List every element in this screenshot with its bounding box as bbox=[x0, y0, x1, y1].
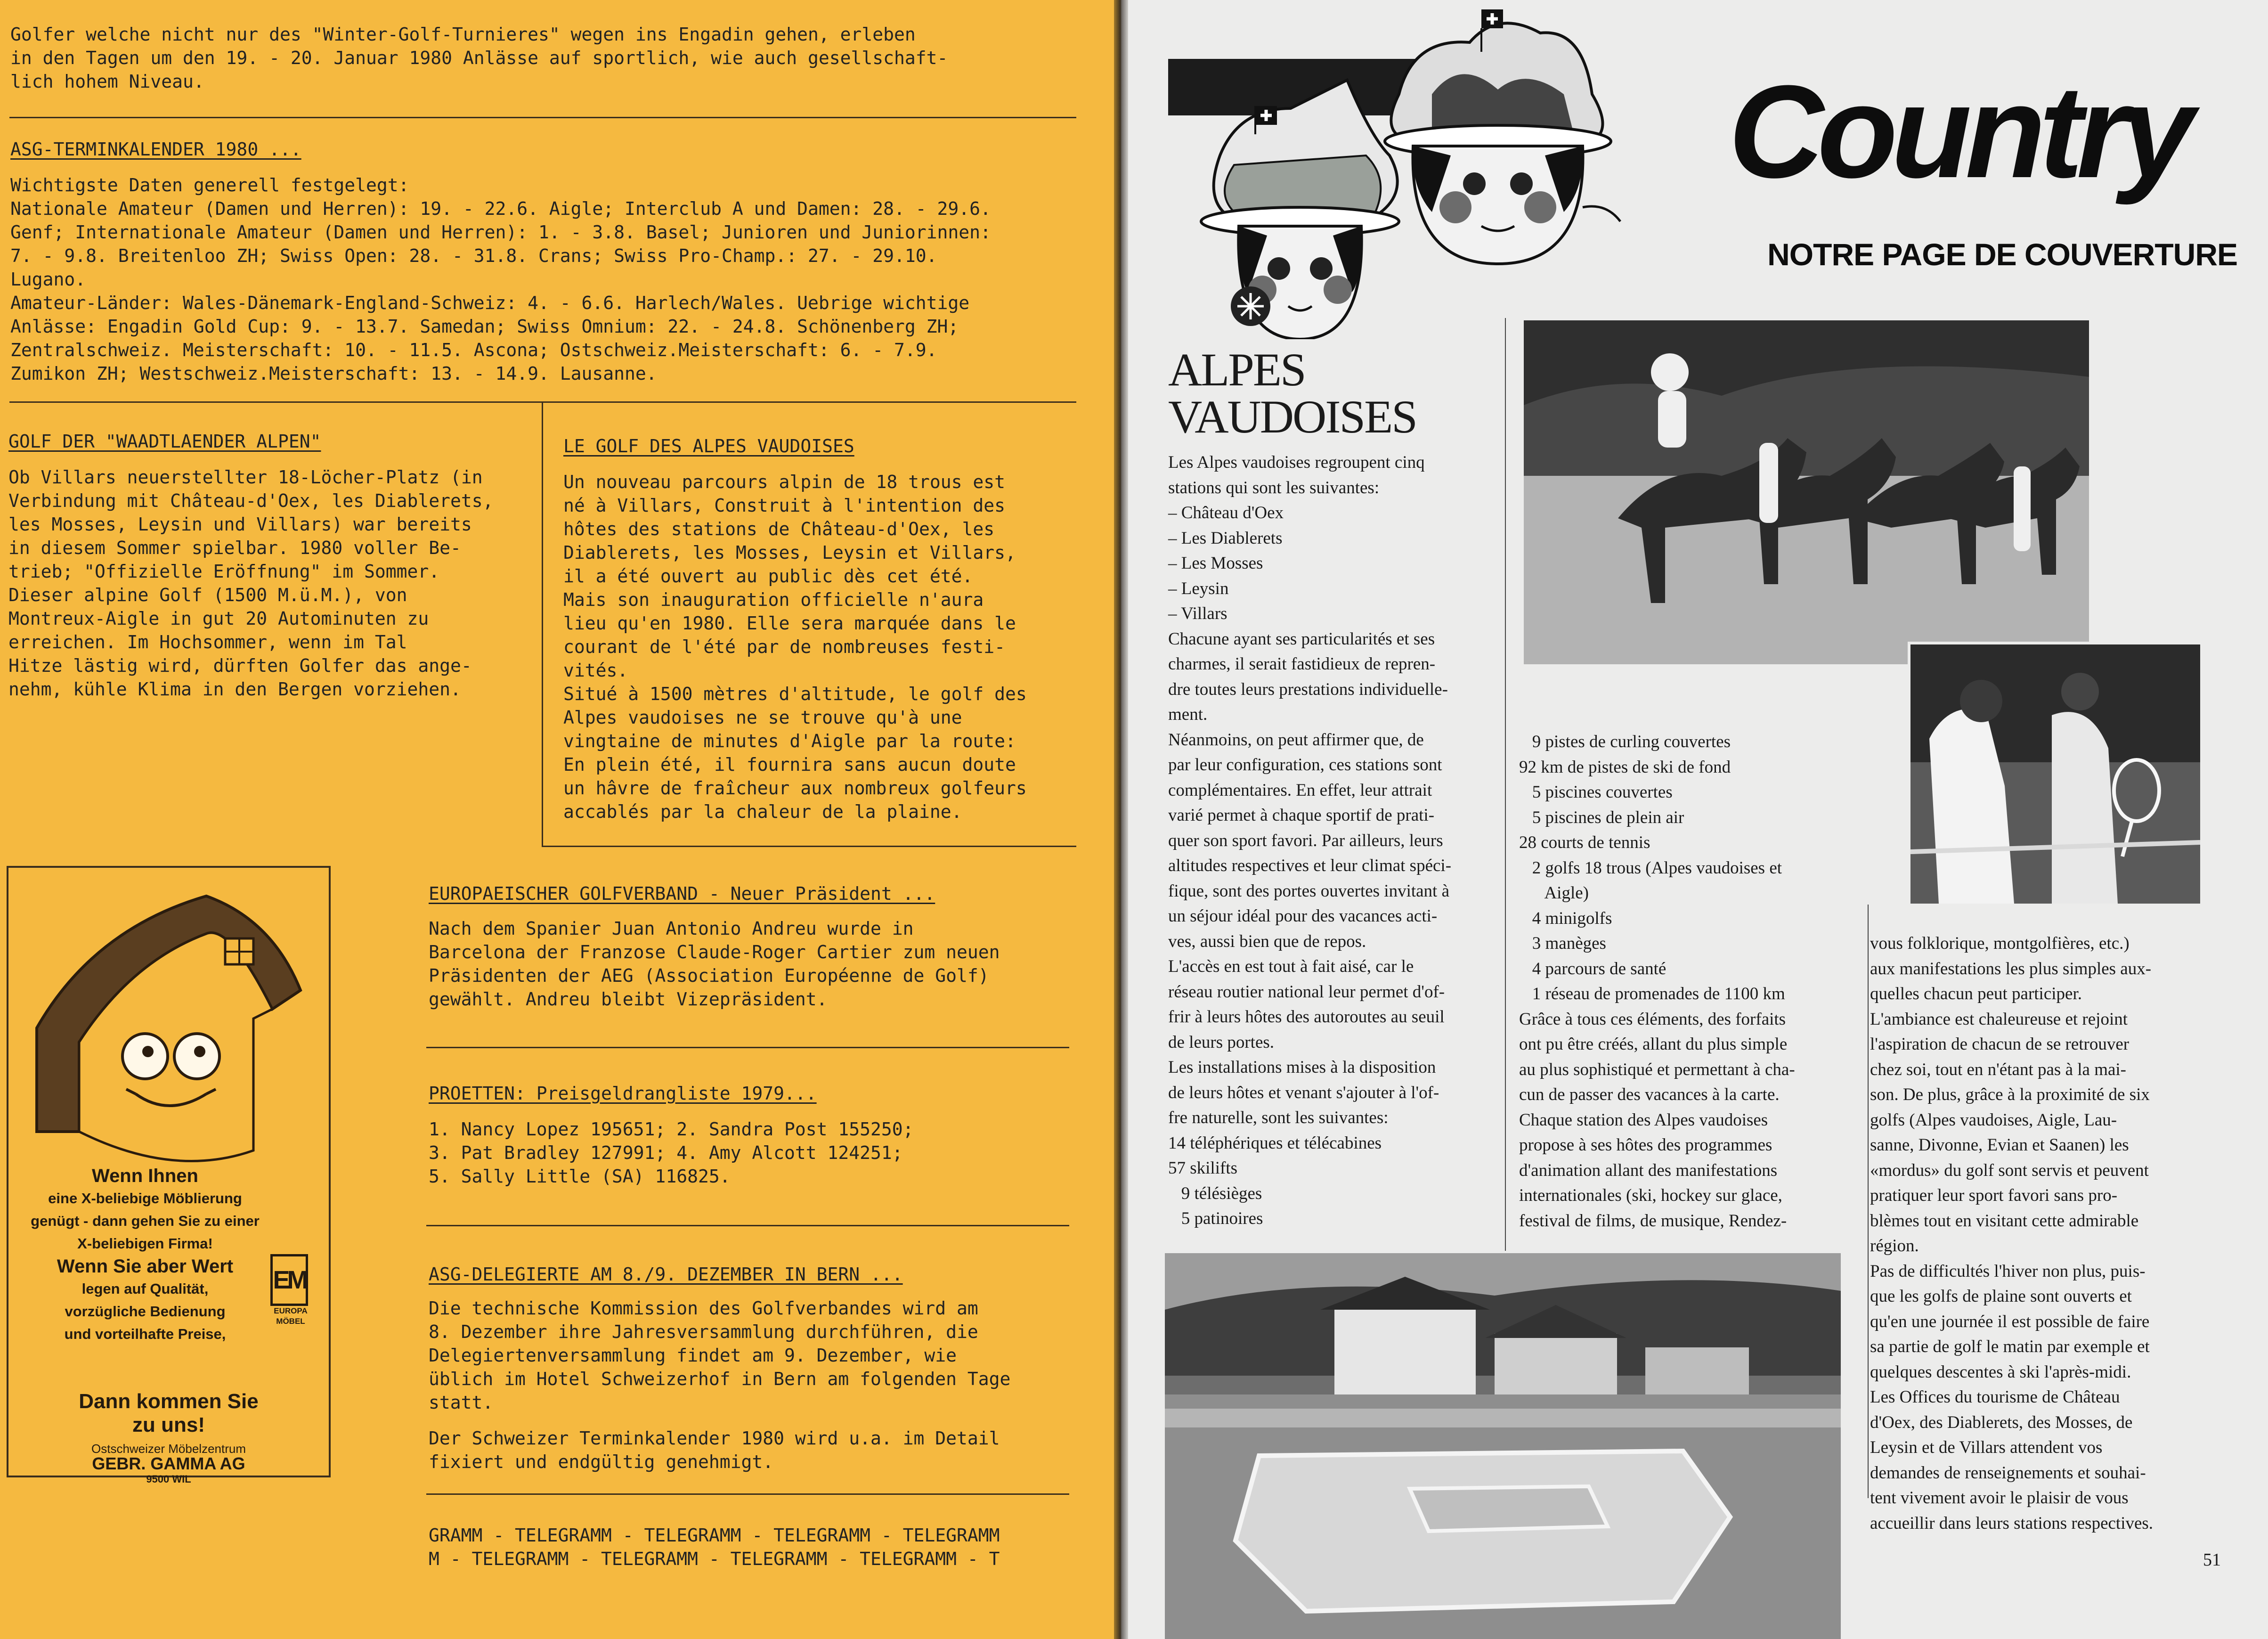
col1-line: Chacune ayant ses particularités et ses bbox=[1168, 629, 1435, 649]
proetten-heading: PROETTEN: Preisgeldrangliste 1979... bbox=[429, 1083, 817, 1104]
col1-line: 5 patinoires bbox=[1168, 1209, 1263, 1228]
article-column-2 bbox=[1519, 729, 1868, 1233]
col3-line: quelles chacun peut participer. bbox=[1870, 984, 2082, 1003]
intro-text bbox=[10, 23, 948, 93]
house-face-illustration bbox=[8, 868, 329, 1198]
col3-line: tent vivement avoir le plaisir de vous bbox=[1870, 1488, 2129, 1508]
cover-subtitle: NOTRE PAGE DE COUVERTURE bbox=[1767, 237, 2237, 272]
europa-line: gewählt. Andreu bleibt Vizepräsident. bbox=[429, 989, 828, 1010]
proetten-line: 5. Sally Little (SA) 116825. bbox=[429, 1166, 731, 1187]
col1-line: – Les Mosses bbox=[1168, 554, 1263, 573]
col3-line: vous folklorique, montgolfières, etc.) bbox=[1870, 934, 2130, 953]
title-line: VAUDOISES bbox=[1168, 391, 1416, 443]
ad-line: Wenn Ihnen bbox=[92, 1166, 198, 1186]
calendar-line: 7. - 9.8. Breitenloo ZH; Swiss Open: 28. - 31.8. Crans; Swiss Pro-Champ.: 27. - 29.10. bbox=[10, 245, 937, 266]
europa-moebel-logo bbox=[270, 1254, 311, 1327]
col1-line: Les installations mises à la disposition bbox=[1168, 1058, 1436, 1077]
europa-text bbox=[429, 917, 1000, 1011]
ad-company: GEBR. GAMMA AG bbox=[92, 1454, 245, 1473]
vaudoises-line: Un nouveau parcours alpin de 18 trous est bbox=[563, 472, 1005, 492]
calendar-line: Zentralschweiz. Meisterschaft: 10. - 11.5. Ascona; Ostschweiz.Meisterschaft: 6. - 7.9. bbox=[10, 340, 937, 360]
ad-line: Wenn Sie aber Wert bbox=[57, 1256, 234, 1277]
calendar-line: Anlässe: Engadin Gold Cup: 9. - 13.7. Samedan; Swiss Omnium: 22. - 24.8. Schönenberg ZH; bbox=[10, 316, 959, 337]
delegierte-line: üblich im Hotel Schweizerhof in Bern am folgenden Tage bbox=[429, 1369, 1011, 1389]
village-pool-photo bbox=[1165, 1253, 1841, 1639]
col1-line: 14 téléphériques et télécabines bbox=[1168, 1133, 1382, 1153]
logo-letters: EM bbox=[270, 1254, 308, 1306]
article-column-3 bbox=[1870, 931, 2221, 1536]
col2-line: 4 minigolfs bbox=[1519, 908, 1612, 928]
col1-line: 9 télésièges bbox=[1168, 1183, 1262, 1203]
col3-line: que les golfs de plaine sont ouverts et bbox=[1870, 1287, 2132, 1306]
vaudoises-line: Situé à 1500 mètres d'altitude, le golf des bbox=[563, 684, 1027, 704]
col2-line: Aigle) bbox=[1519, 883, 1589, 903]
delegierte-heading: ASG-DELEGIERTE AM 8./9. DEZEMBER IN BERN ... bbox=[429, 1264, 903, 1285]
waadt-line: Ob Villars neuerstellter 18-Löcher-Platz (in bbox=[8, 467, 483, 488]
vaudoises-line: vités. bbox=[563, 660, 628, 681]
vaudoises-line: Diablerets, les Mosses, Leysin et Villars, bbox=[563, 542, 1016, 563]
waadt-line: Montreux-Aigle in gut 20 Autominuten zu bbox=[8, 608, 429, 629]
ad-cta bbox=[8, 1390, 329, 1437]
left-page bbox=[0, 0, 1114, 1639]
col1-line: frir à leurs hôtes des autoroutes au seuil bbox=[1168, 1007, 1445, 1027]
vaudoises-line: né à Villars, Construit à l'intention des bbox=[563, 495, 1005, 516]
col2-line: 5 piscines couvertes bbox=[1519, 783, 1673, 802]
vaudoises-heading: LE GOLF DES ALPES VAUDOISES bbox=[563, 436, 854, 457]
europa-line: Nach dem Spanier Juan Antonio Andreu wurde in bbox=[429, 918, 914, 939]
col2-line: 3 manèges bbox=[1519, 934, 1606, 953]
col1-line: – Château d'Oex bbox=[1168, 503, 1284, 522]
telegramm bbox=[429, 1524, 1000, 1571]
divider bbox=[426, 1225, 1069, 1226]
col1-line: ves, aussi bien que de repos. bbox=[1168, 931, 1366, 951]
col3-line: demandes de renseignements et souhai- bbox=[1870, 1463, 2146, 1483]
page-number: 51 bbox=[2203, 1550, 2221, 1570]
delegierte-line: 8. Dezember ihre Jahresversammlung durchführen, die bbox=[429, 1321, 978, 1342]
logo-word: EUROPA bbox=[274, 1306, 308, 1315]
col3-line: blèmes tout en visitant cette admirable bbox=[1870, 1211, 2139, 1231]
col3-line: aux manifestations les plus simples aux- bbox=[1870, 959, 2152, 979]
calendar-text bbox=[10, 173, 991, 385]
col1-line: – Les Diablerets bbox=[1168, 528, 1283, 548]
col2-line: internationales (ski, hockey sur glace, bbox=[1519, 1186, 1782, 1205]
col3-line: sa partie de golf le matin par exemple et bbox=[1870, 1337, 2150, 1356]
col3-line: Les Offices du tourisme de Château bbox=[1870, 1387, 2120, 1407]
furniture-ad bbox=[7, 866, 331, 1485]
col2-line: 2 golfs 18 trous (Alpes vaudoises et bbox=[1519, 858, 1782, 878]
vaudoises-line: il a été ouvert au public dès cet été. bbox=[563, 566, 973, 587]
ad-line: eine X-beliebige Möblierung bbox=[48, 1190, 242, 1207]
article-title bbox=[1168, 343, 1416, 443]
col3-line: son. De plus, grâce à la proximité de six bbox=[1870, 1085, 2150, 1104]
col1-line: Les Alpes vaudoises regroupent cinq bbox=[1168, 453, 1425, 472]
col3-line: quelques descentes à ski l'après-midi. bbox=[1870, 1362, 2131, 1382]
col2-line: ont pu être créés, allant du plus simple bbox=[1519, 1035, 1788, 1054]
waadt-line: nehm, kühle Klima in den Bergen vorziehen. bbox=[8, 679, 461, 700]
waadt-line: trieb; "Offizielle Eröffnung" im Sommer. bbox=[8, 561, 440, 582]
horses-photo bbox=[1524, 320, 2089, 664]
col1-line: charmes, il serait fastidieux de repren- bbox=[1168, 654, 1436, 674]
country-logo: Country bbox=[1728, 58, 2188, 205]
col2-line: 5 piscines de plein air bbox=[1519, 807, 1684, 827]
col1-line: L'accès en est tout à fait aisé, car le bbox=[1168, 957, 1414, 976]
col1-line: – Leysin bbox=[1168, 579, 1229, 598]
col1-line: ment. bbox=[1168, 705, 1208, 724]
cover-illustration bbox=[1168, 0, 1696, 339]
proetten-line: 1. Nancy Lopez 195651; 2. Sandra Post 155250; bbox=[429, 1119, 914, 1140]
spine-gutter bbox=[1114, 0, 1128, 1639]
col1-line: réseau routier national leur permet d'of- bbox=[1168, 982, 1445, 1002]
delegierte-line: Die technische Kommission des Golfverbandes wird am bbox=[429, 1298, 978, 1319]
delegierte-line: statt. bbox=[429, 1392, 494, 1413]
vaudoises-line: Mais son inauguration officielle n'aura bbox=[563, 589, 984, 610]
col3-line: sanne, Divonne, Evian et Saanen) les bbox=[1870, 1135, 2129, 1155]
waadt-heading: GOLF DER "WAADTLAENDER ALPEN" bbox=[8, 431, 321, 452]
col2-line: Chaque station des Alpes vaudoises bbox=[1519, 1110, 1768, 1130]
divider bbox=[542, 846, 1076, 847]
waadt-line: les Mosses, Leysin und Villars) war bereits bbox=[8, 514, 472, 535]
delegierte-line: Der Schweizer Terminkalender 1980 wird u.a. im Detail bbox=[429, 1428, 1000, 1449]
col3-line: d'Oex, des Diablerets, des Mosses, de bbox=[1870, 1412, 2133, 1432]
col3-line: l'aspiration de chacun de se retrouver bbox=[1870, 1035, 2130, 1054]
vaudoises-line: hôtes des stations de Château-d'Oex, les bbox=[563, 519, 995, 539]
vaudoises-line: accablés par la chaleur de la plaine. bbox=[563, 801, 962, 822]
ad-copy bbox=[18, 1165, 272, 1345]
col3-line: golfs (Alpes vaudoises, Aigle, Lau- bbox=[1870, 1110, 2117, 1130]
calendar-line: Wichtigste Daten generell festgelegt: bbox=[10, 175, 409, 196]
col3-line: accueillir dans leurs stations respectives. bbox=[1870, 1513, 2154, 1533]
divider bbox=[426, 1047, 1069, 1048]
col1-line: altitudes respectives et leur climat spéci- bbox=[1168, 856, 1452, 875]
col2-line: festival de films, de musique, Rendez- bbox=[1519, 1211, 1787, 1231]
delegierte-text-2 bbox=[429, 1427, 1000, 1474]
col1-line: varié permet à chaque sportif de prati- bbox=[1168, 806, 1435, 825]
article-column-1 bbox=[1168, 450, 1496, 1231]
vaudoises-text bbox=[563, 470, 1027, 824]
snowflake-icon bbox=[1231, 286, 1270, 326]
col3-line: région. bbox=[1870, 1236, 1919, 1256]
ad-cta-line: zu uns! bbox=[132, 1413, 205, 1436]
col2-line: d'animation allant des manifestations bbox=[1519, 1160, 1778, 1180]
delegierte-text bbox=[429, 1297, 1010, 1414]
telegramm-line: GRAMM - TELEGRAMM - TELEGRAMM - TELEGRAMM - TELEGRAMM bbox=[429, 1525, 1000, 1546]
europa-line: Barcelona der Franzose Claude-Roger Cartier zum neuen bbox=[429, 942, 1000, 962]
col3-line: pratiquer leur sport favori sans pro- bbox=[1870, 1186, 2118, 1205]
vaudoises-line: un hâvre de fraîcheur aux nombreux golfeurs bbox=[563, 778, 1027, 799]
divider bbox=[9, 117, 1076, 118]
col3-line: chez soi, tout en n'étant pas à la mai- bbox=[1870, 1060, 2126, 1079]
column-divider bbox=[1505, 318, 1506, 1251]
proetten-line: 3. Pat Bradley 127991; 4. Amy Alcott 124251; bbox=[429, 1142, 903, 1163]
right-page bbox=[1128, 0, 2268, 1639]
calendar-line: Nationale Amateur (Damen und Herren): 19. - 22.6. Aigle; Interclub A und Damen: 28. - 29.6. bbox=[10, 198, 991, 219]
col1-line: par leur configuration, ces stations sont bbox=[1168, 755, 1442, 775]
horses-photo-graphic bbox=[1524, 320, 2089, 664]
vaudoises-line: courant de l'été par de nombreuses festi- bbox=[563, 636, 1005, 657]
col1-line: Néanmoins, on peut affirmer que, de bbox=[1168, 730, 1424, 750]
vaudoises-line: Alpes vaudoises ne se trouve qu'à une bbox=[563, 707, 962, 728]
waadt-line: in diesem Sommer spielbar. 1980 voller Be- bbox=[8, 538, 461, 558]
waadt-line: Hitze lästig wird, dürften Golfer das ange- bbox=[8, 655, 472, 676]
intro-line: Golfer welche nicht nur des "Winter-Golf-Turnieres" wegen ins Engadin gehen, erleben bbox=[10, 24, 916, 45]
col3-line: L'ambiance est chaleureuse et rejoint bbox=[1870, 1009, 2128, 1029]
tennis-photo bbox=[1908, 642, 2203, 906]
ad-line: und vorteilhafte Preise, bbox=[64, 1326, 226, 1342]
col1-line: stations qui sont les suivantes: bbox=[1168, 478, 1380, 497]
col1-line: fre naturelle, sont les suivantes: bbox=[1168, 1108, 1389, 1127]
proetten-text bbox=[429, 1117, 914, 1188]
delegierte-line: fixiert und endgültig genehmigt. bbox=[429, 1451, 774, 1472]
waadt-line: erreichen. Im Hochsommer, wenn im Tal bbox=[8, 632, 407, 652]
col1-line: de leurs hôtes et venant s'ajouter à l'of- bbox=[1168, 1083, 1439, 1102]
ad-line: genügt - dann gehen Sie zu einer bbox=[31, 1213, 260, 1229]
village-pool-photo-graphic bbox=[1165, 1253, 1841, 1639]
col1-line: quer son sport favori. Par ailleurs, leurs bbox=[1168, 831, 1443, 850]
col2-line: 92 km de pistes de ski de fond bbox=[1519, 757, 1731, 777]
ad-line: X-beliebigen Firma! bbox=[77, 1235, 213, 1252]
intro-line: lich hohem Niveau. bbox=[10, 71, 204, 92]
col2-line: Grâce à tous ces éléments, des forfaits bbox=[1519, 1009, 1786, 1029]
col1-line: complémentaires. En effet, leur attrait bbox=[1168, 780, 1432, 800]
calendar-heading: ASG-TERMINKALENDER 1980 ... bbox=[10, 139, 301, 160]
column-divider bbox=[1868, 905, 1869, 1498]
col1-line: – Villars bbox=[1168, 604, 1227, 623]
ad-postcode: 9500 WIL bbox=[146, 1473, 191, 1485]
col3-line: qu'en une journée il est possible de faire bbox=[1870, 1312, 2150, 1331]
ad-line: legen auf Qualität, bbox=[81, 1280, 209, 1297]
waadt-text bbox=[8, 465, 494, 701]
col1-line: fique, sont des portes ouvertes invitant à bbox=[1168, 881, 1450, 901]
col2-line: 4 parcours de santé bbox=[1519, 959, 1666, 979]
col2-line: propose à ses hôtes des programmes bbox=[1519, 1135, 1772, 1155]
divider bbox=[426, 1493, 1069, 1495]
title-line: ALPES bbox=[1168, 343, 1305, 396]
europa-heading: EUROPAEISCHER GOLFVERBAND - Neuer Präsident ... bbox=[429, 883, 935, 904]
ad-company-line: Ostschweizer Möbelzentrum bbox=[91, 1442, 246, 1456]
col3-line: Pas de difficultés l'hiver non plus, puis- bbox=[1870, 1261, 2146, 1281]
vaudoises-line: lieu qu'en 1980. Elle sera marquée dans le bbox=[563, 613, 1016, 634]
vaudoises-line: En plein été, il fournira sans aucun doute bbox=[563, 754, 1016, 775]
col1-line: de leurs portes. bbox=[1168, 1032, 1275, 1052]
waadt-line: Dieser alpine Golf (1500 M.ü.M.), von bbox=[8, 585, 407, 605]
tennis-photo-graphic bbox=[1910, 644, 2200, 904]
col2-line: 1 réseau de promenades de 1100 km bbox=[1519, 984, 1785, 1003]
delegierte-line: Delegiertenversammlung findet am 9. Dezember, wie bbox=[429, 1345, 957, 1366]
column-divider bbox=[542, 401, 543, 847]
calendar-line: Amateur-Länder: Wales-Dänemark-England-Schweiz: 4. - 6.6. Harlech/Wales. Uebrige wichtige bbox=[10, 293, 970, 313]
calendar-line: Lugano. bbox=[10, 269, 86, 290]
col2-line: cun de passer des vacances à la carte. bbox=[1519, 1085, 1780, 1104]
col2-line: 28 courts de tennis bbox=[1519, 833, 1650, 852]
col2-line: au plus sophistiqué et permettant à cha- bbox=[1519, 1060, 1795, 1079]
col1-line: un séjour idéal pour des vacances acti- bbox=[1168, 906, 1438, 926]
waadt-line: Verbindung mit Château-d'Oex, les Diablerets, bbox=[8, 490, 494, 511]
logo-word: MÖBEL bbox=[276, 1317, 305, 1326]
col1-line: dre toutes leurs prestations individuelle- bbox=[1168, 679, 1448, 699]
col1-line: 57 skilifts bbox=[1168, 1158, 1237, 1178]
calendar-line: Genf; Internationale Amateur (Damen und Herren): 1. - 3.8. Basel; Junioren und Juniorinnen: bbox=[10, 222, 991, 243]
calendar-line: Zumikon ZH; Westschweiz.Meisterschaft: 13. - 14.9. Lausanne. bbox=[10, 363, 657, 384]
col3-line: Leysin et de Villars attendent vos bbox=[1870, 1438, 2103, 1457]
vaudoises-line: vingtaine de minutes d'Aigle par la route: bbox=[563, 731, 1016, 751]
europa-line: Präsidenten der AEG (Association Européenne de Golf) bbox=[429, 965, 989, 986]
col2-line: 9 pistes de curling couvertes bbox=[1519, 732, 1731, 751]
col3-line: «mordus» du golf sont servis et peuvent bbox=[1870, 1160, 2149, 1180]
ad-line: vorzügliche Bedienung bbox=[65, 1303, 226, 1320]
telegramm-line: M - TELEGRAMM - TELEGRAMM - TELEGRAMM - TELEGRAMM - T bbox=[429, 1549, 1000, 1569]
intro-line: in den Tagen um den 19. - 20. Januar 1980 Anlässe auf sportlich, wie auch gesellschaft- bbox=[10, 48, 948, 68]
ad-cta-line: Dann kommen Sie bbox=[79, 1390, 259, 1413]
